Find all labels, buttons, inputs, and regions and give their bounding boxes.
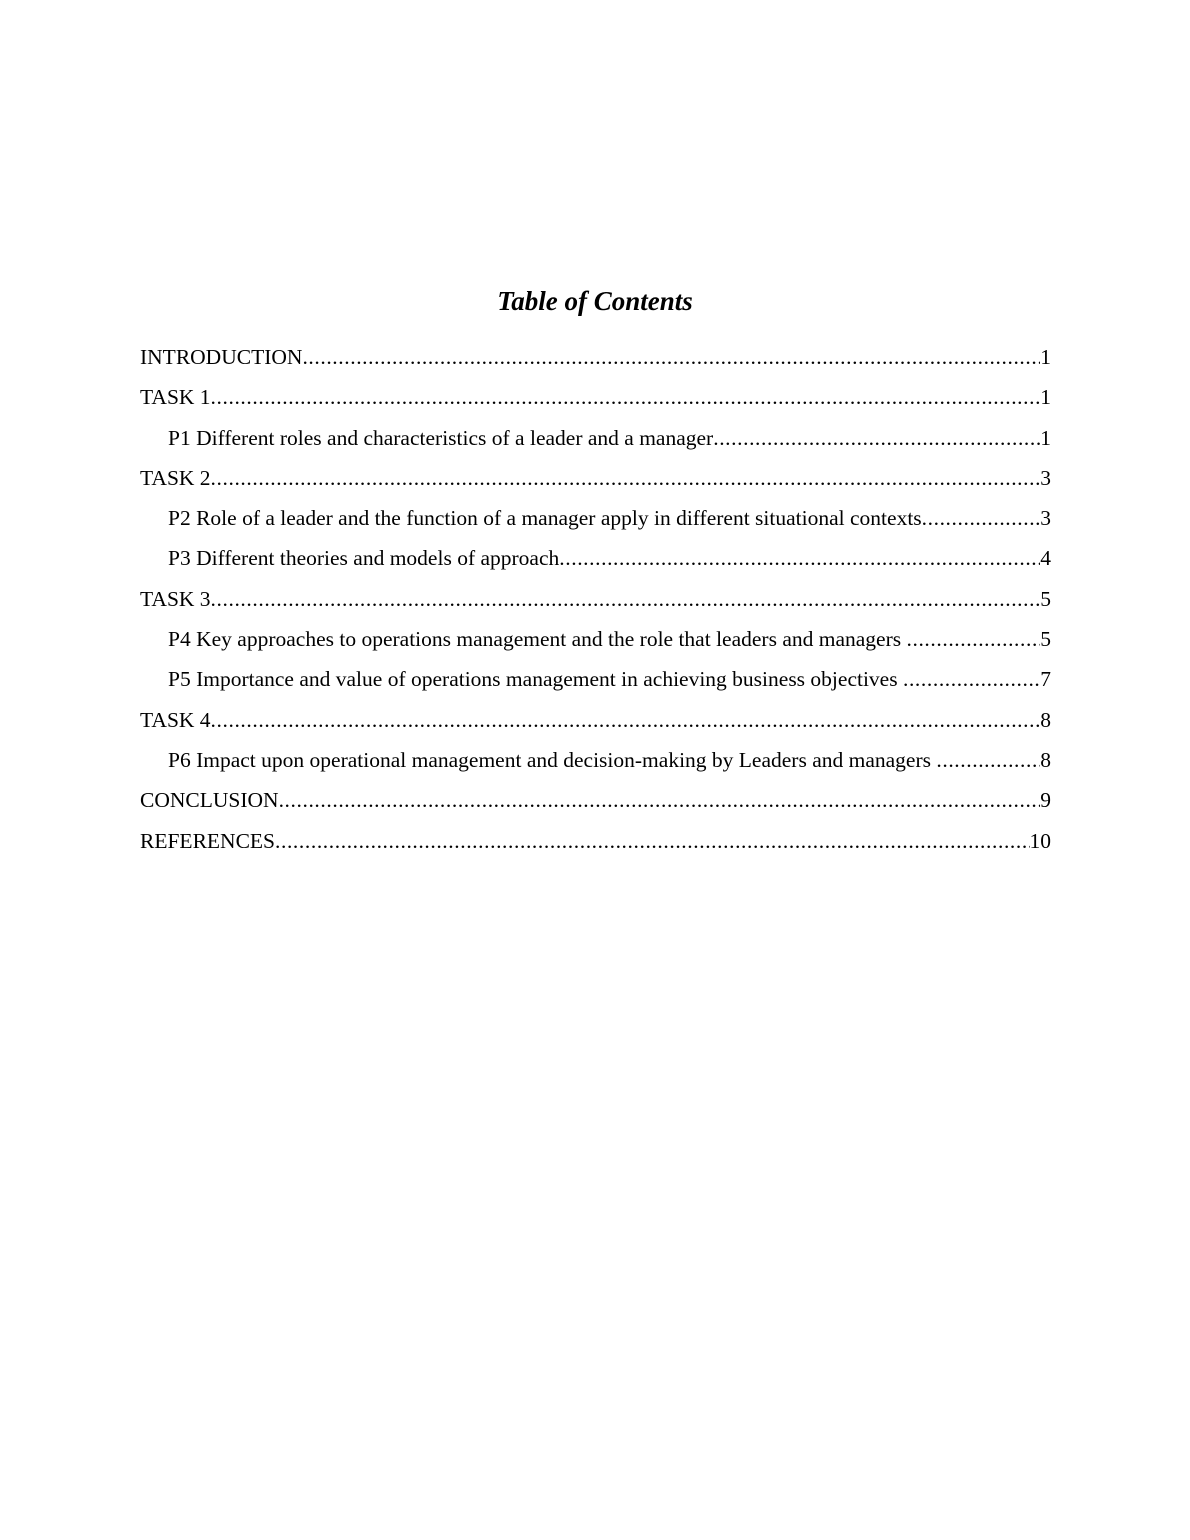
toc-entry-text: TASK 3 (140, 586, 211, 611)
toc-dot-leader (907, 621, 1041, 657)
toc-page-number: 1 (1040, 385, 1051, 410)
toc-entry-p5[interactable] (140, 661, 1051, 701)
toc-entry-text: INTRODUCTION (140, 345, 303, 369)
toc-dot-leader (211, 581, 1041, 617)
toc-page-number: 10 (1029, 828, 1051, 853)
toc-page-number: 4 (1040, 546, 1051, 571)
toc-dot-leader (936, 742, 1040, 778)
toc-entry-text: CONCLUSION (140, 788, 279, 813)
toc-entry-text: REFERENCES (140, 828, 275, 853)
toc-page-number: 1 (1040, 345, 1051, 369)
toc-entry-task-3[interactable] (140, 581, 1051, 621)
toc-entry-p3[interactable] (140, 540, 1051, 580)
toc-entry-task-2[interactable] (140, 460, 1051, 500)
toc-dot-leader (211, 702, 1041, 738)
toc-entry-p1[interactable] (140, 420, 1051, 460)
toc-entry-p2[interactable] (140, 500, 1051, 540)
toc-entry-text: P2 Role of a leader and the function of a manager apply in different situational contexts (168, 506, 922, 531)
toc-dot-leader (559, 540, 1040, 576)
toc-entry-text: P3 Different theories and models of approach (168, 546, 560, 571)
toc-dot-leader (903, 661, 1040, 697)
toc-page-number: 9 (1040, 788, 1051, 813)
toc-page-number: 5 (1040, 586, 1051, 611)
toc-entry-p4[interactable] (140, 621, 1051, 661)
toc-entry-p6[interactable] (140, 742, 1051, 782)
toc-entry-task-1[interactable] (140, 379, 1051, 419)
toc-dot-leader (713, 420, 1040, 456)
toc-entry-text: TASK 1 (140, 385, 211, 410)
toc-page-number: 5 (1040, 627, 1051, 652)
toc-page-number: 8 (1040, 747, 1051, 772)
toc-dot-leader (211, 460, 1041, 496)
toc-entry-conclusion[interactable] (140, 782, 1051, 822)
toc-page-number: 3 (1040, 506, 1051, 531)
table-of-contents (140, 339, 1051, 863)
toc-entry-text: P1 Different roles and characteristics of a leader and a manager (168, 425, 714, 450)
toc-page-number: 7 (1040, 667, 1051, 692)
toc-dot-leader (275, 823, 1030, 859)
toc-entry-text: P4 Key approaches to operations management and the role that leaders and managers (168, 627, 907, 652)
toc-dot-leader (922, 500, 1041, 536)
toc-entry-introduction[interactable] (140, 339, 1051, 379)
toc-entry-text: P6 Impact upon operational management and decision-making by Leaders and managers (168, 747, 937, 772)
toc-entry-text: P5 Importance and value of operations management in achieving business objectives (168, 667, 903, 692)
toc-dot-leader (211, 379, 1041, 415)
toc-page-number: 8 (1040, 707, 1051, 732)
toc-page-number: 1 (1040, 425, 1051, 450)
toc-entry-task-4[interactable] (140, 702, 1051, 742)
toc-dot-leader (302, 339, 1040, 375)
toc-entry-text: TASK 2 (140, 465, 211, 490)
toc-entry-references[interactable] (140, 823, 1051, 863)
toc-dot-leader (279, 782, 1041, 818)
toc-page-number: 3 (1040, 465, 1051, 490)
toc-entry-text: TASK 4 (140, 707, 211, 732)
toc-title: Table of Contents (497, 286, 693, 316)
